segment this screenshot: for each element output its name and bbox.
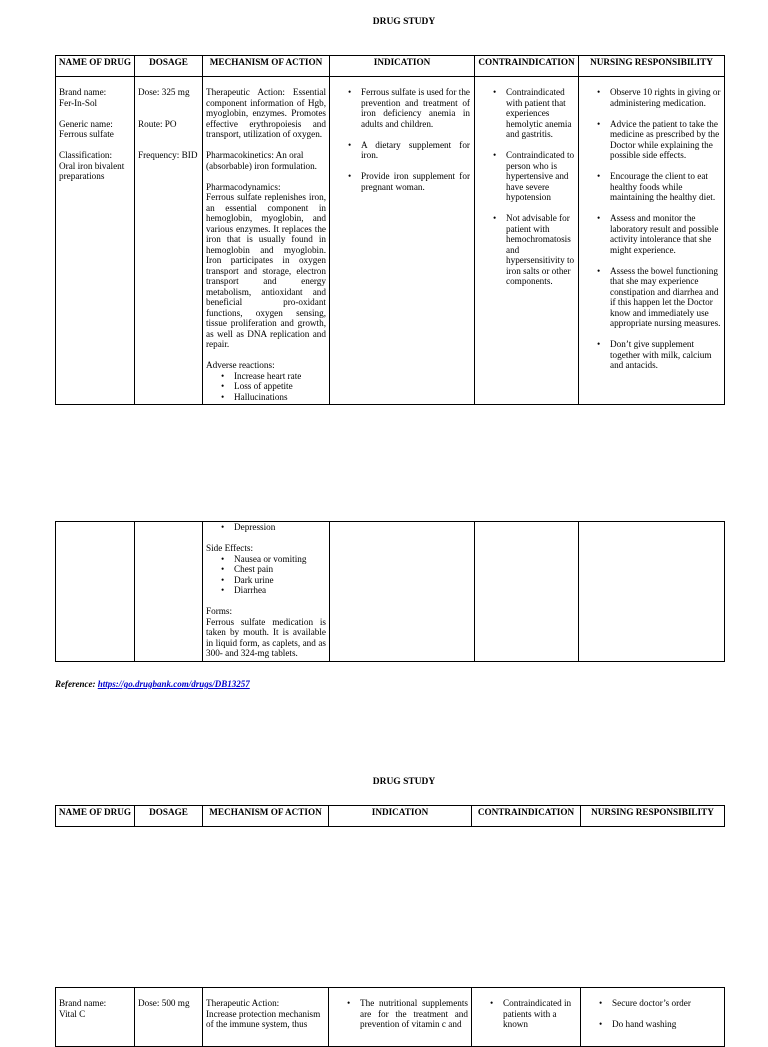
list-item: • Provide iron supplement for pregnant woman. xyxy=(361,171,470,192)
forms: Ferrous sulfate medication is taken by mouth. It is available in liquid form, as caplets, and as 300- and 324-mg tablets. xyxy=(206,616,326,658)
drug-table-1 xyxy=(55,55,725,405)
drug-name-cell xyxy=(56,988,135,1047)
empty-cell xyxy=(330,522,475,662)
list-item: • Increase heart rate xyxy=(234,371,326,382)
header-indication: INDICATION xyxy=(329,806,472,827)
list-item: • Not advisable for patient with hemochromatosis and hypersensitivity to iron salts or other components. xyxy=(506,213,575,287)
page-title-2: DRUG STUDY xyxy=(372,777,436,787)
list-item: • Diarrhea xyxy=(234,585,326,596)
pharmacodynamics: Ferrous sulfate replenishes iron, an essential component in hemoglobin, myoglobin, and various enzymes. It replaces the iron that is usually found in hemoglobin and myoglobin. Iron participates in oxygen transport and storage, electron transport and energy metabolism, antioxidant and beneficial pro-oxidant functions, oxygen sensing, tissue proliferation and growth, as well as DNA replication and repair. xyxy=(206,192,326,349)
dosage-cell xyxy=(135,988,203,1047)
nursing-list xyxy=(584,998,721,1030)
pharmacokinetics: Pharmacokinetics: An oral (absorbable) iron formulation. xyxy=(206,150,317,171)
header-mechanism: MECHANISM OF ACTION xyxy=(203,806,329,827)
list-item: • Hallucinations xyxy=(234,392,326,403)
list-item: • Dark urine xyxy=(234,575,326,586)
reference-link[interactable]: https://go.drugbank.com/drugs/DB13257 xyxy=(97,679,250,689)
page-title: DRUG STUDY xyxy=(372,17,436,27)
header-dosage: DOSAGE xyxy=(135,56,203,77)
header-nursing: NURSING RESPONSIBILITY xyxy=(581,806,725,827)
frequency: Frequency: BID xyxy=(138,150,198,160)
list-item: • Observe 10 rights in giving or administering medication. xyxy=(610,87,721,108)
dose: Dose: 500 mg xyxy=(138,998,190,1008)
header-name-of-drug: NAME OF DRUG xyxy=(56,806,135,827)
list-item: • A dietary supplement for iron. xyxy=(361,140,470,161)
empty-cell xyxy=(579,522,725,662)
header-contraindication: CONTRAINDICATION xyxy=(475,56,579,77)
adverse-label: Adverse reactions: xyxy=(206,360,275,370)
classification: Classification: Oral iron bivalent preparations xyxy=(59,150,125,181)
header-indication: INDICATION xyxy=(330,56,475,77)
dose: Dose: 325 mg xyxy=(138,87,190,97)
empty-cell xyxy=(56,522,135,662)
forms-label: Forms: xyxy=(206,606,233,616)
therapeutic-action: Therapeutic Action: Essential component information of Hgb, myoglobin, enzymes. Promotes effective erythropoiesis and transport, utilization of oxygen. xyxy=(206,87,326,139)
dosage-cell xyxy=(135,77,203,405)
empty-cell xyxy=(475,522,579,662)
contraindication-list xyxy=(475,998,577,1030)
indication-list xyxy=(332,998,468,1030)
brand-name: Brand name: Vital C xyxy=(59,998,107,1019)
list-item: • Advice the patient to take the medicine as prescribed by the Doctor while explaining the possible side effects. xyxy=(610,119,721,161)
contraindication-list xyxy=(478,87,575,287)
header-name-of-drug: NAME OF DRUG xyxy=(56,56,135,77)
mechanism-cell xyxy=(203,77,330,405)
list-item: • Ferrous sulfate is used for the prevention and treatment of iron deficiency anemia in adults and children. xyxy=(361,87,470,129)
list-item: • Don’t give supplement together with milk, calcium and antacids. xyxy=(610,339,721,371)
empty-cell xyxy=(135,522,203,662)
list-item: • The nutritional supplements are for the treatment and prevention of vitamin c and xyxy=(360,998,468,1030)
list-item: • Encourage the client to eat healthy foods while maintaining the healthy diet. xyxy=(610,171,721,203)
list-item: • Depression xyxy=(234,522,326,533)
list-item: • Loss of appetite xyxy=(234,381,326,392)
mechanism-cell xyxy=(203,988,329,1047)
list-item: • Assess and monitor the laboratory result and possible activity intolerance that she might experience. xyxy=(610,213,721,255)
brand-name: Brand name: Fer-In-Sol xyxy=(59,87,107,108)
drug-name-cell xyxy=(56,77,135,405)
header-mechanism: MECHANISM OF ACTION xyxy=(203,56,330,77)
list-item: • Contraindicated in patients with a known xyxy=(503,998,577,1030)
list-item: • Contraindicated to person who is hypertensive and have severe hypotension xyxy=(506,150,575,203)
route: Route: PO xyxy=(138,118,177,129)
indication-cell xyxy=(330,77,475,405)
list-item: • Secure doctor’s order xyxy=(612,998,721,1009)
nursing-list xyxy=(582,87,721,371)
reference xyxy=(55,679,250,690)
drug-table-2-body xyxy=(55,987,725,1047)
drug-table-1-continued xyxy=(55,521,725,662)
list-item: • Assess the bowel functioning that she may experience constipation and diarrhea and if this happen let the Doctor know and immediately use appropriate nursing measures. xyxy=(610,266,721,329)
list-item: • Nausea or vomiting xyxy=(234,554,326,565)
mechanism-cell-continued xyxy=(203,522,330,662)
side-effects-label: Side Effects: xyxy=(206,543,254,553)
header-contraindication: CONTRAINDICATION xyxy=(472,806,581,827)
contraindication-cell xyxy=(475,77,579,405)
list-item: • Contraindicated with patient that experiences hemolytic anemia and gastritis. xyxy=(506,87,575,140)
adverse-list xyxy=(206,371,326,403)
side-effects-list xyxy=(206,554,326,596)
generic-name: Generic name: Ferrous sulfate xyxy=(59,118,114,139)
indication-list xyxy=(333,87,470,192)
contraindication-cell xyxy=(472,988,581,1047)
pharmacodynamics-label: Pharmacodynamics: xyxy=(206,181,281,192)
reference-label: Reference: xyxy=(55,679,96,689)
adverse-list-continued xyxy=(206,522,326,533)
nursing-cell xyxy=(579,77,725,405)
nursing-cell xyxy=(581,988,725,1047)
drug-table-2-header xyxy=(55,805,725,827)
indication-cell xyxy=(329,988,472,1047)
header-dosage: DOSAGE xyxy=(135,806,203,827)
list-item: • Do hand washing xyxy=(612,1019,721,1030)
list-item: • Chest pain xyxy=(234,564,326,575)
therapeutic-action: Therapeutic Action: Increase protection mechanism of the immune system, thus xyxy=(206,998,321,1029)
header-nursing: NURSING RESPONSIBILITY xyxy=(579,56,725,77)
